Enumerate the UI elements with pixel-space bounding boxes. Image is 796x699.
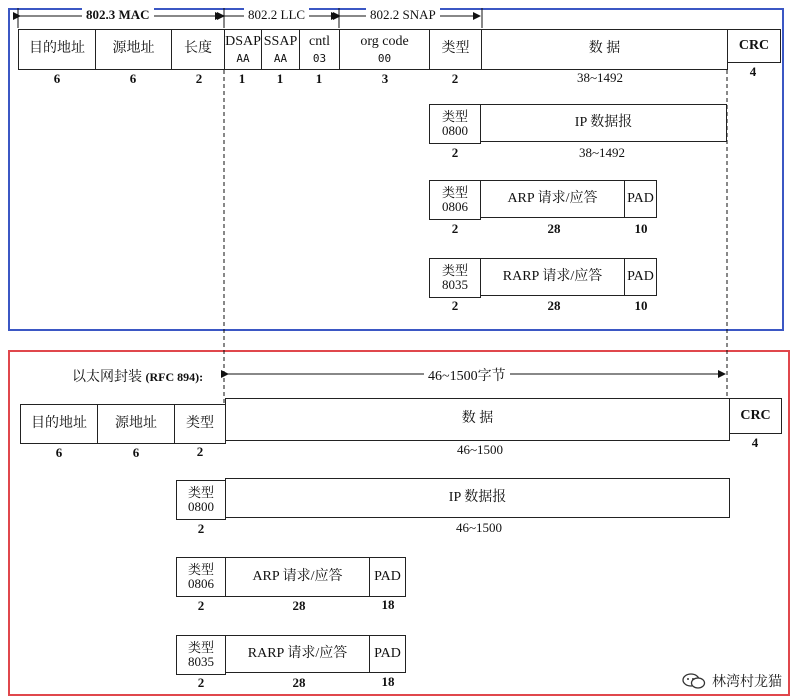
watermark-text: 林湾村龙猫	[712, 674, 782, 690]
data-label: 数 据	[588, 41, 621, 57]
rarp-pad-label: PAD	[627, 268, 654, 284]
ip-type-size: 2	[451, 145, 459, 160]
rfc-type-size: 2	[196, 444, 204, 459]
llc-header-label: 802.2 LLC	[244, 7, 309, 23]
arp-payload-label: ARP 请求/应答	[507, 190, 598, 206]
cntl-label: cntl	[309, 33, 330, 49]
rarp-type-code: 8035	[442, 277, 468, 292]
rfc-rarp-payload-field	[225, 635, 370, 673]
ssap-field	[261, 29, 300, 70]
rfc-type-field	[174, 404, 226, 444]
org-code-label: org code	[360, 33, 409, 49]
rfc-rarp-type-label: 类型	[187, 639, 214, 655]
rfc-rarp-type-field	[176, 635, 226, 675]
rfc-rarp-type-size: 2	[197, 675, 205, 690]
rfc-data-label: 数 据	[461, 411, 494, 427]
org-code-value: 00	[377, 51, 392, 65]
watermark	[682, 671, 782, 691]
data-size: 38~1492	[576, 70, 624, 85]
rfc-ip-type-code: 0800	[188, 499, 214, 514]
rfc-src-addr-field	[97, 404, 175, 444]
dst-addr-label: 目的地址	[29, 41, 85, 57]
rfc-arp-type-size: 2	[197, 598, 205, 613]
arp-payload-size: 28	[547, 221, 561, 236]
dsap-label: DSAP	[225, 33, 261, 49]
ssap-label: SSAP	[263, 33, 298, 49]
rfc-arp-payload-field	[225, 557, 370, 597]
arp-type-label: 类型	[441, 184, 468, 200]
src-addr-field	[95, 29, 172, 70]
arp-pad-label: PAD	[627, 190, 654, 206]
rfc-arp-pad-label: PAD	[374, 568, 401, 584]
org-size: 3	[381, 71, 389, 86]
wechat-icon	[682, 673, 706, 689]
arp-type-size: 2	[451, 221, 459, 236]
rfc-rarp-type-code: 8035	[188, 654, 214, 669]
ip-datagram-label: IP 数据报	[574, 114, 633, 130]
crc-size: 4	[749, 64, 757, 79]
src-addr-label: 源地址	[112, 41, 155, 57]
cntl-size: 1	[315, 71, 323, 86]
rfc-arp-type-code: 0806	[188, 576, 214, 591]
ip-type-code: 0800	[442, 123, 468, 138]
rarp-type-label: 类型	[441, 262, 468, 278]
rfc-src-addr-label: 源地址	[115, 415, 157, 431]
rarp-pad-size: 10	[634, 298, 648, 313]
cntl-field	[299, 29, 340, 70]
ip-type-field	[429, 104, 481, 144]
rfc-rarp-pad-field	[369, 635, 406, 673]
rfc-arp-pad-field	[369, 557, 406, 597]
rfc-rarp-pad-size: 18	[381, 674, 395, 689]
snap-header-label: 802.2 SNAP	[366, 7, 440, 23]
rfc-ip-data-size: 46~1500	[455, 520, 503, 535]
rfc-ip-type-field	[176, 480, 226, 520]
rfc-type-label: 类型	[186, 415, 214, 431]
rfc-ip-datagram-label: IP 数据报	[448, 489, 507, 505]
rfc-rarp-payload-size: 28	[292, 675, 306, 690]
ssap-value: AA	[273, 51, 288, 65]
rfc-ip-type-label: 类型	[187, 484, 214, 500]
src-size: 6	[129, 71, 137, 86]
ip-type-label: 类型	[441, 108, 468, 124]
type-label: 类型	[441, 41, 470, 57]
ip-data-size: 38~1492	[578, 145, 626, 160]
rfc-dst-addr-label: 目的地址	[31, 415, 87, 431]
rfc-arp-payload-size: 28	[292, 598, 306, 613]
org-code-field	[339, 29, 430, 70]
rfc-data-field	[225, 398, 730, 441]
dsap-field	[224, 29, 262, 70]
rarp-payload-label: RARP 请求/应答	[502, 268, 603, 284]
length-size: 2	[195, 71, 203, 86]
arp-payload-field	[480, 180, 625, 218]
rarp-type-field	[429, 258, 481, 298]
type-field	[429, 29, 482, 70]
crc-field	[727, 29, 781, 63]
type-size: 2	[451, 71, 459, 86]
rfc-rarp-pad-label: PAD	[374, 645, 401, 661]
rarp-payload-field	[480, 258, 625, 296]
rfc-crc-label: CRC	[740, 407, 771, 423]
rarp-payload-size: 28	[547, 298, 561, 313]
rfc-arp-pad-size: 18	[381, 597, 395, 612]
rfc-crc-field	[729, 398, 782, 434]
payload-span-label: 46~1500字节	[424, 365, 510, 385]
rfc-ip-type-size: 2	[197, 521, 205, 536]
dsap-value: AA	[236, 51, 250, 65]
arp-type-code: 0806	[442, 199, 468, 214]
rfc-rarp-payload-label: RARP 请求/应答	[247, 645, 348, 661]
rfc-arp-type-field	[176, 557, 226, 597]
arp-type-field	[429, 180, 481, 220]
rfc-dst-addr-field	[20, 404, 98, 444]
length-field	[171, 29, 225, 70]
rfc-label: (RFC 894):	[145, 370, 204, 384]
rfc-dst-size: 6	[55, 445, 63, 460]
rfc-crc-size: 4	[751, 435, 759, 450]
rarp-pad-field	[624, 258, 657, 296]
dsap-size: 1	[238, 71, 246, 86]
rfc-ip-datagram-field	[225, 478, 730, 518]
encap-label: 以太网封装	[72, 370, 142, 385]
rfc-arp-payload-label: ARP 请求/应答	[252, 568, 343, 584]
rfc-arp-type-label: 类型	[187, 561, 214, 577]
arp-pad-field	[624, 180, 657, 218]
encap-caption	[72, 366, 203, 386]
rfc-data-size: 46~1500	[456, 442, 504, 457]
dst-addr-field	[18, 29, 96, 70]
ip-datagram-field	[480, 104, 727, 142]
mac-header-label: 802.3 MAC	[82, 7, 154, 23]
dst-size: 6	[53, 71, 61, 86]
cntl-value: 03	[312, 51, 327, 65]
length-label: 长度	[184, 41, 212, 57]
rarp-type-size: 2	[451, 298, 459, 313]
data-field	[481, 29, 728, 70]
ssap-size: 1	[276, 71, 284, 86]
crc-label: CRC	[738, 37, 770, 53]
arp-pad-size: 10	[634, 221, 648, 236]
rfc-src-size: 6	[132, 445, 140, 460]
